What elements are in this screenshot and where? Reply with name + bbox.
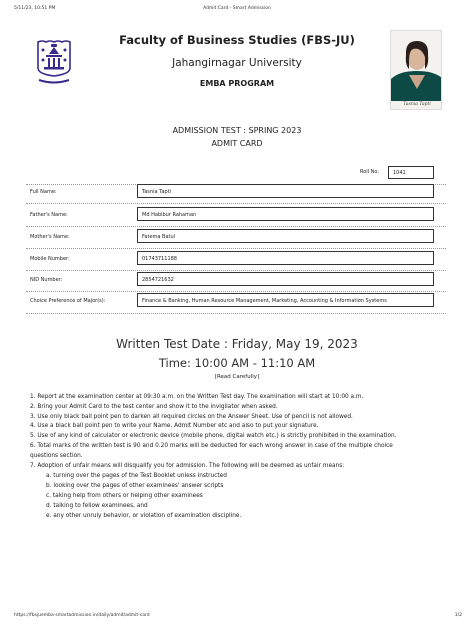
- instruction-item: 5. Use of any kind of calculator or electronic device (mobile phone, digital watch etc.) is strictly prohibited in the examination.: [30, 433, 397, 439]
- candidate-photo: [390, 30, 442, 110]
- major-value: Finance & Banking, Human Resource Management, Marketing, Accounting & Information Systems: [137, 293, 434, 307]
- instruction-item: 1. Report at the examination center at 09:30 a.m. on the Written Test day. The examination will start at 10:00 a.m.: [30, 394, 364, 400]
- nid-value: 2854721632: [137, 272, 434, 286]
- faculty-title: Faculty of Business Studies (FBS-JU): [119, 33, 355, 47]
- read-carefully-note: [Read Carefully]: [214, 374, 260, 380]
- print-url: https://fbsjuemba-smartadmission.in/daily/admit/admit-card: [14, 613, 150, 618]
- unfair-means-item: b. looking over the pages of other examinees' answer scripts: [46, 483, 224, 489]
- instruction-item: 3. Use only black ball point pen to darken all required circles on the Answer Sheet. Use of pencil is not allowed.: [30, 414, 353, 420]
- instruction-item: questions section.: [30, 453, 83, 459]
- unfair-means-item: e. any other unruly behavior, or violation of examination discipline.: [46, 513, 242, 519]
- father-name-value: Md Habibur Rahaman: [137, 207, 434, 221]
- instruction-item: 6. Total marks of the written test is 90 and 0.20 marks will be deducted for each wrong answer in case of the multiple choice: [30, 443, 393, 449]
- unfair-means-item: c. taking help from others or helping other examinees: [46, 493, 203, 499]
- browser-header: [0, 4, 474, 14]
- browser-footer: [0, 613, 474, 623]
- mother-name-label: Mother's Name:: [30, 234, 70, 240]
- instruction-item: 7. Adoption of unfair means will disqualify you for admission. The following will be deemed as unfair means:: [30, 463, 345, 469]
- major-label: Choice Preference of Major(s):: [30, 298, 106, 304]
- full-name-label: Full Name:: [30, 189, 57, 195]
- divider: [26, 270, 446, 271]
- program-name: EMBA PROGRAM: [199, 79, 275, 88]
- divider: [26, 291, 446, 292]
- print-tab-title: Admit Card - Smart Admission: [203, 6, 271, 11]
- father-name-label: Father's Name:: [30, 212, 68, 218]
- unfair-means-item: a. turning over the pages of the Test Booklet unless instructed: [46, 473, 227, 479]
- instruction-item: 2. Bring your Admit Card to the test center and show it to the invigilator when asked.: [30, 404, 278, 410]
- written-test-time: Time: 10:00 AM - 11:10 AM: [158, 356, 316, 370]
- mother-name-value: Fatema Batul: [137, 229, 434, 243]
- written-test-date: Written Test Date : Friday, May 19, 2023: [116, 337, 358, 351]
- mobile-label: Mobile Number:: [30, 256, 70, 262]
- print-page-number: 1/2: [454, 613, 462, 618]
- full-name-value: Tasnia Tapti: [137, 184, 434, 198]
- nid-label: NID Number:: [30, 277, 63, 283]
- instruction-item: 4. Use a black ball point pen to write your Name, Admit Number etc and also to put your signature.: [30, 423, 319, 429]
- admit-card-title: ADMIT CARD: [211, 139, 263, 148]
- divider: [26, 226, 446, 227]
- admission-test-title: ADMISSION TEST : SPRING 2023: [172, 126, 302, 135]
- unfair-means-item: d. talking to fellow examinees, and: [46, 503, 148, 509]
- divider: [26, 313, 446, 314]
- divider: [26, 248, 446, 249]
- divider: [26, 203, 446, 204]
- photo-caption: Tasnia Tapti: [403, 102, 431, 107]
- university-name: Jahangirnagar University: [172, 57, 302, 69]
- mobile-value: 01743711188: [137, 251, 434, 265]
- roll-label: Roll No.: [360, 169, 379, 175]
- roll-value: 1041: [388, 166, 434, 179]
- print-datetime: 5/11/23, 10:51 PM: [14, 6, 56, 11]
